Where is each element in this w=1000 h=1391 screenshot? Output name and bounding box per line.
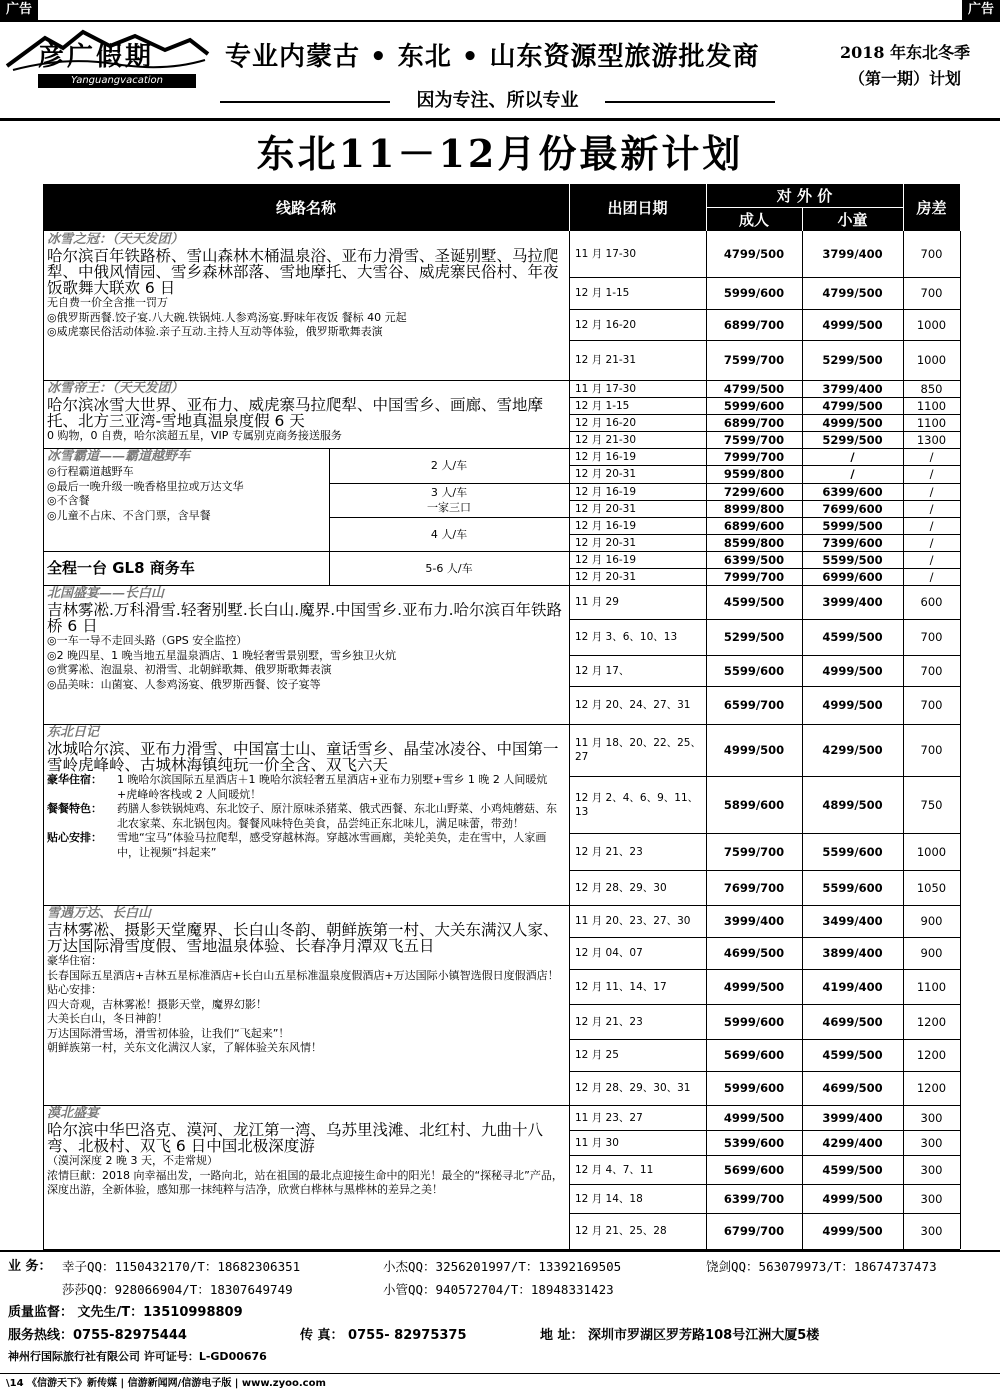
child-price-cell: 7699/600 xyxy=(822,501,883,516)
bottom-text: \14 《信游天下》新传媒 | 信游新闻网/信游电子版 | www.zyoo.com xyxy=(6,1378,326,1389)
child-price-cell: 3499/400 xyxy=(822,914,883,928)
room-diff-cell: 300 xyxy=(920,1135,943,1150)
occupancy-cell: 3 人/车 一家三口 xyxy=(427,486,471,514)
route-title: 吉林雾凇.万科滑雪.轻奢别墅.长白山.魔界.中国雪乡.亚布力.哈尔滨百年铁路桥 6 日 xyxy=(47,601,562,635)
grid-line xyxy=(43,231,44,1249)
route-line: ◎不含餐 xyxy=(47,494,90,507)
route-title: 全程一台 GL8 商务车 xyxy=(47,559,195,577)
date-cell: 12 月 16-19 xyxy=(575,485,637,498)
child-price-cell: 4999/500 xyxy=(822,1224,883,1238)
route-line xyxy=(47,802,565,831)
child-price-cell: 5599/500 xyxy=(822,552,883,567)
contact-1: 幸子QQ：1150432170/T：18682306351 xyxy=(62,1259,301,1274)
adult-price-cell: 7599/700 xyxy=(723,432,785,447)
route-block xyxy=(47,906,565,1104)
adult-price-cell: 6599/700 xyxy=(723,698,785,712)
room-diff-cell: 300 xyxy=(920,1224,943,1238)
bottom-bar xyxy=(0,1376,1000,1391)
date-cell: 12 月 25 xyxy=(575,1049,619,1061)
room-diff-cell: 850 xyxy=(920,381,943,396)
child-price-cell: 4699/500 xyxy=(822,1014,883,1029)
header-route: 线路名称 xyxy=(43,184,569,231)
route-line xyxy=(47,831,565,860)
child-price-cell: 4999/500 xyxy=(822,415,883,430)
route-line: 贴心安排： xyxy=(47,983,102,996)
grid-line xyxy=(43,1105,569,1106)
room-diff-cell: 1300 xyxy=(916,432,947,447)
occupancy-cell: 2 人/车 xyxy=(430,459,468,472)
adult-price-cell: 5699/600 xyxy=(723,1162,785,1177)
child-price-cell: 4599/500 xyxy=(822,1048,883,1062)
date-cell: 11 月 18、20、22、25、27 xyxy=(575,737,701,763)
route-block xyxy=(47,1106,565,1248)
route-line-text: 1 晚哈尔滨国际五星酒店＋1 晚哈尔滨轻奢五星酒店+亚布力别墅+雪乡 1 晚 2 人间暖炕+虎峰岭客栈或 2 人间暖炕！ xyxy=(117,773,548,801)
route-line-label: 豪华住宿： xyxy=(47,773,102,786)
route-tag: 冰雪之冠：（天天发团） xyxy=(47,232,184,247)
date-cell: 12 月 04、07 xyxy=(575,947,643,959)
adult-price-cell: 4799/500 xyxy=(723,247,785,261)
route-block xyxy=(47,381,565,447)
adult-price-cell: 5999/600 xyxy=(723,398,785,413)
contact-5: 小管QQ：940572704/T：18948331423 xyxy=(383,1282,614,1297)
route-line: ◎最后一晚升级一晚香格里拉或万达文华 xyxy=(47,479,244,493)
date-cell: 12 月 2、4、6、9、11、13 xyxy=(575,791,699,818)
child-price-cell: 5299/500 xyxy=(822,353,883,367)
room-diff-cell: 1000 xyxy=(916,317,947,332)
room-diff-cell: 1000 xyxy=(916,353,947,367)
ad-label-left: 广告 xyxy=(0,0,38,20)
route-block xyxy=(47,586,565,723)
route-line: ◎行程霸道越野车 xyxy=(47,465,134,478)
child-price-cell: 4899/500 xyxy=(822,797,883,812)
adult-price-cell: 8599/800 xyxy=(723,535,785,550)
room-diff-cell: 1100 xyxy=(916,979,947,994)
date-cell: 12 月 21-31 xyxy=(575,354,637,366)
room-diff-cell: 300 xyxy=(920,1191,943,1206)
child-price-cell: 3799/400 xyxy=(822,247,883,261)
child-price-cell: 4799/500 xyxy=(822,286,883,300)
room-diff-cell: 1200 xyxy=(916,1014,947,1029)
room-diff-cell: 1100 xyxy=(916,415,947,430)
adult-price-cell: 8999/800 xyxy=(723,501,785,516)
adult-price-cell: 4999/500 xyxy=(723,979,785,994)
service-hotline: 服务热线：0755-82975444 xyxy=(8,1328,187,1343)
child-price-cell: 4299/500 xyxy=(822,743,883,757)
date-cell: 12 月 1-15 xyxy=(575,287,630,299)
header-adult: 成人 xyxy=(706,207,802,231)
route-title: 吉林雾凇、摄影天堂魔界、长白山冬韵、朝鲜族第一村、大关东满汉人家、万达国际滑雪度假、雪地温泉体验、长春净月潭双飞五日 xyxy=(47,921,559,955)
page-title: 东北11－12月份最新计划 xyxy=(256,131,744,176)
room-diff-cell: 900 xyxy=(920,914,943,928)
header-price: 对 外 价 xyxy=(706,184,903,207)
top-rule xyxy=(0,20,1000,22)
route-line: 四大奇观，吉林雾凇！摄影天堂，魔界幻影！ xyxy=(47,997,267,1011)
brand-name: 彦广假期 xyxy=(38,42,155,72)
date-cell: 12 月 20、24、27、31 xyxy=(575,699,691,711)
room-diff-cell: / xyxy=(929,467,934,481)
date-cell: 12 月 16-20 xyxy=(575,416,637,429)
route-title: 哈尔滨中华巴洛克、漠河、龙江第一湾、乌苏里浅滩、北红村、九曲十八弯、北极村、双飞 6 日中国北极深度游 xyxy=(47,1121,544,1155)
adult-price-cell: 5999/600 xyxy=(723,1081,785,1095)
route-line-label: 贴心安排： xyxy=(47,831,102,844)
adult-price-cell: 6399/700 xyxy=(723,1191,785,1206)
route-tag: 漠北盛宴 xyxy=(47,1106,100,1121)
child-price-cell: 4599/500 xyxy=(822,1162,883,1177)
child-price-cell: 4599/500 xyxy=(822,630,883,644)
room-diff-cell: / xyxy=(929,535,934,550)
header-divider xyxy=(802,207,803,231)
route-tag: 北国盛宴——长白山 xyxy=(47,586,165,601)
room-diff-cell: 700 xyxy=(920,663,943,678)
child-price-cell: 4999/500 xyxy=(822,698,883,712)
address: 地 址： 深圳市罗湖区罗芳路108号江洲大厦5楼 xyxy=(540,1328,820,1343)
adult-price-cell: 4999/500 xyxy=(723,1110,785,1125)
room-diff-cell: 1050 xyxy=(916,880,947,895)
room-diff-cell: 1100 xyxy=(916,398,947,413)
date-cell: 11 月 23、27 xyxy=(575,1111,643,1124)
header-rule xyxy=(0,118,1000,121)
adult-price-cell: 4799/500 xyxy=(723,381,785,396)
slogan-secondary: 因为专注、所以专业 xyxy=(416,90,579,111)
child-price-cell: 3999/400 xyxy=(822,1110,883,1125)
adult-price-cell: 5699/600 xyxy=(723,1048,785,1062)
route-line: 朝鲜族第一村，关东文化满汉人家，了解体验关东风情！ xyxy=(47,1041,322,1054)
child-price-cell: 4699/500 xyxy=(822,1081,883,1095)
adult-price-cell: 4699/500 xyxy=(723,946,785,960)
route-title: 哈尔滨百年铁路桥、雪山森林木桶温泉浴、亚布力滑雪、圣诞别墅、马拉爬犁、中俄风情园、雪乡森林部落、雪地摩托、大雪谷、威虎寨民俗村、年夜饭歌舞大联欢 6 日 xyxy=(47,247,559,297)
adult-price-cell: 7999/700 xyxy=(723,569,785,584)
route-line: ◎俄罗斯西餐.饺子宴.八大碗.铁锅炖.人参鸡汤宴.野味年夜饭 餐标 40 元起 xyxy=(47,310,407,324)
room-diff-cell: 700 xyxy=(920,698,943,712)
date-cell: 12 月 21、23 xyxy=(575,845,643,858)
date-cell: 12 月 4、7、11 xyxy=(575,1163,654,1176)
occupancy-cell: 5-6 人/车 xyxy=(425,561,473,575)
date-cell: 11 月 29 xyxy=(575,596,619,608)
room-diff-cell: / xyxy=(929,449,934,464)
date-cell: 12 月 20-31 xyxy=(575,570,637,583)
grid-line xyxy=(43,905,569,906)
adult-price-cell: 3999/400 xyxy=(723,914,785,928)
season-line1: 2018 年东北冬季 xyxy=(839,43,971,62)
route-line: 万达国际滑雪场，滑雪初体验，让我们“飞起来”！ xyxy=(47,1026,290,1040)
date-cell: 12 月 21-30 xyxy=(575,433,637,446)
route-title: 哈尔滨冰雪大世界、亚布力、威虎寨马拉爬犁、中国雪乡、画廊、雪地摩托、北方三亚湾-雪地真温泉度假 6 天 xyxy=(47,396,544,430)
child-price-cell: 7399/600 xyxy=(822,535,883,550)
header-room: 房差 xyxy=(903,184,960,231)
date-cell: 12 月 21、23 xyxy=(575,1015,643,1028)
route-tag: 冰雪帝王：（天天发团） xyxy=(47,381,184,396)
header-child: 小童 xyxy=(802,207,903,231)
date-cell: 12 月 16-19 xyxy=(575,519,637,532)
route-line: 浓情巨献：2018 向幸福出发，一路向北，站在祖国的最北点迎接生命中的阳光！最全的“探秘寻北”产品，深度出游，全新体验，感知那一抹纯粹与洁净，欣赏白桦林与黑桦林的差异之美！ xyxy=(47,1168,563,1196)
child-price-cell: 4799/500 xyxy=(822,398,883,413)
route-block xyxy=(47,449,325,550)
route-line-text: 药膳人参铁锅炖鸡、东北饺子、原汁原味杀猪菜、俄式西餐、东北山野菜、小鸡炖蘑菇、东北农家菜、东北锅包肉。餐餐风味特色美食，品尝纯正东北味儿，满足味蕾，带劲！ xyxy=(117,802,557,830)
room-diff-cell: / xyxy=(929,569,934,584)
room-diff-cell: 700 xyxy=(920,247,943,261)
contact-2: 小杰QQ：3256201997/T：13392169505 xyxy=(383,1259,622,1274)
route-line: ◎威虎寨民俗活动体验.亲子互动.主持人互动等体验，俄罗斯歌舞表演 xyxy=(47,325,383,338)
date-cell: 11 月 30 xyxy=(575,1136,619,1149)
adult-price-cell: 7599/700 xyxy=(723,353,785,367)
room-diff-cell: 300 xyxy=(920,1162,943,1177)
route-line: ◎2 晚四星、1 晚当地五星温泉酒店、1 晚轻奢雪景别墅，雪乡独卫火炕 xyxy=(47,648,397,662)
ad-label-right: 广告 xyxy=(962,0,1000,20)
adult-price-cell: 5899/600 xyxy=(723,797,785,812)
route-title: 冰城哈尔滨、亚布力滑雪、中国富士山、童话雪乡、晶莹冰凌谷、中国第一雪岭虎峰岭、古城林海镇纯玩一价全含、双飞六天 xyxy=(47,740,559,774)
header-divider xyxy=(706,207,903,208)
route-line: 0 购物，0 自费，哈尔滨超五星，VIP 专属别克商务接送服务 xyxy=(47,429,342,442)
date-cell: 12 月 20-31 xyxy=(575,536,637,549)
room-diff-cell: 1200 xyxy=(916,1048,947,1062)
adult-price-cell: 6899/700 xyxy=(723,415,785,430)
header-date: 出团日期 xyxy=(569,184,706,231)
occupancy-cell: 4 人/车 xyxy=(430,527,468,541)
grid-line xyxy=(960,231,961,1249)
adult-price-cell: 5599/600 xyxy=(723,663,785,678)
child-price-cell: / xyxy=(850,449,855,464)
date-cell: 12 月 28、29、30、31 xyxy=(575,1082,691,1094)
route-tag: 东北日记 xyxy=(47,725,100,740)
room-diff-cell: 900 xyxy=(920,946,943,960)
route-tag: 雪遇万达、长白山 xyxy=(47,906,152,921)
route-line: ◎品美味：山菌宴、人参鸡汤宴、俄罗斯西餐、饺子宴等 xyxy=(47,677,321,691)
adult-price-cell: 4599/500 xyxy=(723,595,785,609)
child-price-cell: 4299/400 xyxy=(822,1135,883,1150)
date-cell: 12 月 17、 xyxy=(575,664,630,677)
adult-price-cell: 6899/600 xyxy=(723,518,785,533)
fax: 传 真： 0755- 82975375 xyxy=(300,1328,467,1343)
route-line: ◎赏雾凇、泡温泉、初滑雪、北朝鲜歌舞、俄罗斯歌舞表演 xyxy=(47,663,332,676)
date-cell: 12 月 3、6、10、13 xyxy=(575,631,678,643)
room-diff-cell: / xyxy=(929,552,934,567)
child-price-cell: 5599/600 xyxy=(822,880,883,895)
room-diff-cell: 700 xyxy=(920,286,943,300)
room-diff-cell: 1200 xyxy=(916,1081,947,1095)
grid-line xyxy=(43,380,569,381)
route-line: ◎儿童不占床、不含门票，含早餐 xyxy=(47,508,211,522)
room-diff-cell: / xyxy=(929,518,934,533)
date-cell: 12 月 20-31 xyxy=(575,502,637,515)
adult-price-cell: 7699/700 xyxy=(723,880,785,895)
company-license: 神州行国际旅行社有限公司 许可证号：L-GD00676 xyxy=(8,1350,267,1363)
child-price-cell: 4999/500 xyxy=(822,1191,883,1206)
adult-price-cell: 5299/500 xyxy=(723,630,785,644)
child-price-cell: 5999/500 xyxy=(822,518,883,533)
sales-label: 业 务： xyxy=(8,1259,52,1274)
adult-price-cell: 5399/600 xyxy=(723,1135,785,1150)
child-price-cell: 6399/600 xyxy=(822,484,883,499)
route-line: ◎一车一导不走回头路（GPS 安全监控） xyxy=(47,634,248,647)
adult-price-cell: 6799/700 xyxy=(723,1224,785,1238)
room-diff-cell: / xyxy=(929,484,934,499)
date-cell: 12 月 20-31 xyxy=(575,468,637,480)
adult-price-cell: 5999/600 xyxy=(723,1014,785,1029)
date-cell: 12 月 16-20 xyxy=(575,318,637,331)
date-cell: 11 月 17-30 xyxy=(575,248,637,260)
room-diff-cell: 750 xyxy=(920,797,943,812)
room-diff-cell: 700 xyxy=(920,743,943,757)
date-cell: 11 月 20、23、27、30 xyxy=(575,915,691,927)
brand-sub: Yanguangvacation xyxy=(38,74,196,88)
route-tag: 冰雪霸道——霸道越野车 xyxy=(47,449,191,464)
room-diff-cell: 700 xyxy=(920,630,943,644)
route-line: （漠河深度 2 晚 3 天，不走常规） xyxy=(47,1154,218,1167)
footer-rule xyxy=(0,1250,1000,1252)
route-line: 无自费一价全含推一罚万 xyxy=(47,296,168,309)
route-line: 长春国际五星酒店+吉林五星标准酒店+长白山五星标准温泉度假酒店+万达国际小镇智选假日度假酒店！ xyxy=(47,968,559,982)
child-price-cell: 3799/400 xyxy=(822,381,883,396)
footer xyxy=(0,1250,1000,1364)
slogan2-wrap xyxy=(220,90,775,112)
room-diff-cell: / xyxy=(929,501,934,516)
contact-3: 饶剑QQ：563079973/T：18674737473 xyxy=(706,1259,937,1274)
date-cell: 12 月 1-15 xyxy=(575,399,630,412)
season-label xyxy=(815,40,995,92)
header-divider xyxy=(569,184,570,231)
adult-price-cell: 7999/700 xyxy=(723,449,785,464)
adult-price-cell: 9599/800 xyxy=(723,467,785,481)
route-block xyxy=(47,552,325,584)
child-price-cell: 4999/500 xyxy=(822,317,883,332)
room-diff-cell: 1000 xyxy=(916,844,947,859)
grid-line xyxy=(329,585,569,586)
room-diff-cell: 300 xyxy=(920,1110,943,1125)
date-cell: 12 月 16-19 xyxy=(575,553,637,566)
route-line-text: 雪地“宝马”体验马拉爬犁，感受穿越林海。穿越冰雪画廊，美轮美奂，走在雪中，人家画中，让视频“抖起来” xyxy=(117,831,547,859)
adult-price-cell: 6399/500 xyxy=(723,552,785,567)
route-line-label: 餐餐特色： xyxy=(47,802,102,815)
quality-supervision: 质量监督： 文先生/T：13510998809 xyxy=(8,1305,243,1320)
child-price-cell: 3899/400 xyxy=(822,946,883,960)
date-cell: 12 月 28、29、30 xyxy=(575,881,667,894)
room-diff-cell: 600 xyxy=(920,595,943,609)
adult-price-cell: 7299/600 xyxy=(723,484,785,499)
adult-price-cell: 7599/700 xyxy=(723,844,785,859)
child-price-cell: 4199/400 xyxy=(822,979,883,994)
season-line2: （第一期）计划 xyxy=(848,69,961,88)
header-divider xyxy=(903,184,904,231)
route-line: 豪华住宿： xyxy=(47,954,102,967)
adult-price-cell: 6899/700 xyxy=(723,317,785,332)
child-price-cell: 5299/500 xyxy=(822,432,883,447)
date-cell: 11 月 17-30 xyxy=(575,382,637,395)
route-block xyxy=(47,725,565,904)
child-price-cell: 6999/600 xyxy=(822,569,883,584)
bottom-rule xyxy=(0,1373,1000,1374)
date-cell: 12 月 14、18 xyxy=(575,1192,643,1205)
child-price-cell: 5599/600 xyxy=(822,844,883,859)
route-line xyxy=(47,773,565,802)
date-cell: 12 月 16-19 xyxy=(575,450,637,463)
price-table xyxy=(43,184,960,1249)
child-price-cell: 3999/400 xyxy=(822,595,883,609)
date-cell: 12 月 21、25、28 xyxy=(575,1225,667,1237)
adult-price-cell: 4999/500 xyxy=(723,743,785,757)
route-line: 大美长白山，冬日神韵！ xyxy=(47,1012,168,1025)
child-price-cell: / xyxy=(850,467,855,481)
contact-4: 莎莎QQ：928066904/T：18307649749 xyxy=(62,1282,293,1297)
date-cell: 12 月 11、14、17 xyxy=(575,980,667,993)
route-block xyxy=(47,232,565,379)
adult-price-cell: 5999/600 xyxy=(723,286,785,300)
grid-line xyxy=(43,724,569,725)
child-price-cell: 4999/500 xyxy=(822,663,883,678)
slogan: 专业内蒙古 • 东北 • 山东资源型旅游批发商 xyxy=(225,42,760,72)
